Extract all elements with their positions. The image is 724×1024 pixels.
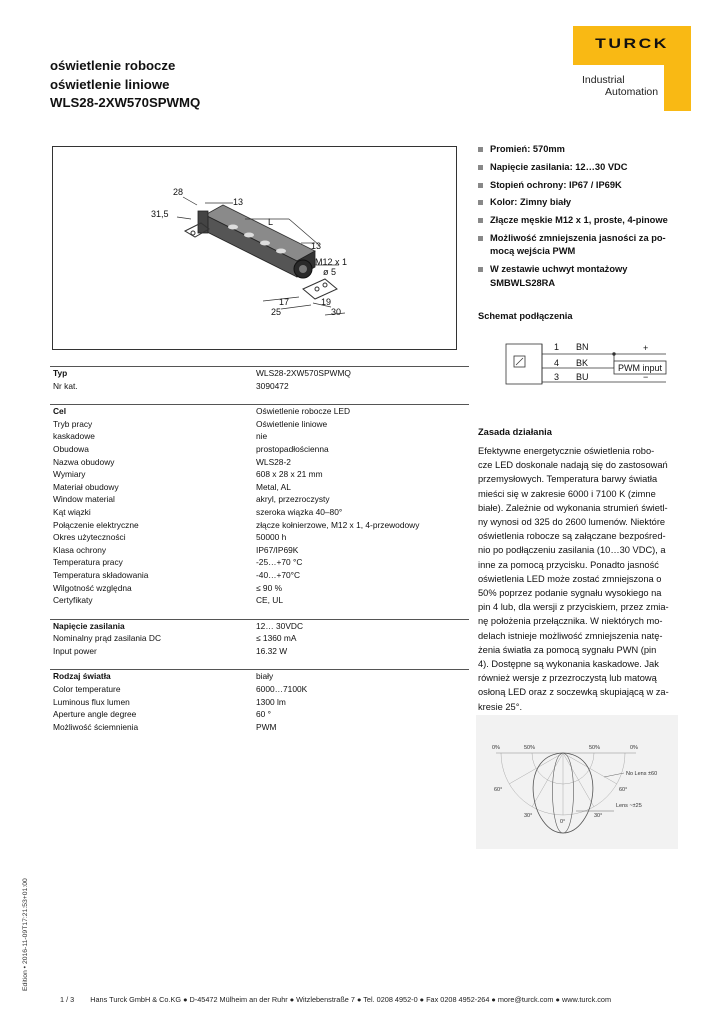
spec-row: [50, 619, 469, 633]
spec-row: [50, 669, 469, 683]
principle-line: kresie 25°.: [478, 701, 523, 712]
spec-label: Wymiary: [53, 469, 86, 480]
spec-label: Tryb pracy: [53, 418, 93, 429]
scale-0-right: 0%: [630, 745, 638, 751]
spec-value: 1300 lm: [256, 696, 286, 707]
spec-label: Luminous flux lumen: [53, 696, 130, 707]
feature-item: [477, 196, 697, 209]
spec-row: [50, 481, 469, 494]
spec-value: PWM: [256, 721, 277, 732]
principle-line: osłoną LED oraz z soczewką skupiającą w za-: [478, 687, 669, 698]
principle-line: nę położenia przełącznika. W niektórych mo-: [478, 616, 663, 627]
spec-row: [50, 544, 469, 557]
spec-group-gap: [50, 657, 469, 669]
angle-60-right: 60°: [619, 787, 628, 793]
feature-list: [477, 143, 697, 294]
spec-label: Window material: [53, 494, 115, 505]
dim-25: 25: [271, 307, 282, 317]
bullet-square-icon: [478, 200, 483, 205]
principle-line: żenia światła za pomocą sygnału PWN (pin: [478, 644, 657, 655]
spec-row: [50, 569, 469, 582]
spec-label: Cel: [53, 406, 67, 417]
spec-value: CE, UL: [256, 595, 283, 606]
angle-30-left: 30°: [524, 813, 533, 819]
spec-value: nie: [256, 431, 268, 442]
minus-label: −: [643, 372, 649, 382]
spec-label: kaskadowe: [53, 431, 95, 442]
spec-label: Aperture angle degree: [53, 709, 137, 720]
title-line-3: WLS28-2XW570SPWMQ: [50, 95, 201, 110]
wire-bu-label: BU: [576, 372, 589, 382]
spec-label: Obudowa: [53, 443, 89, 454]
spec-row: [50, 443, 469, 456]
principle-line: ny wynosi od 325 do 2600 lumenów. Niektóre: [478, 517, 666, 528]
feature-text: Stopień ochrony: IP67 / IP69K: [490, 179, 622, 190]
spec-value: WLS28-2XW570SPWMQ: [256, 368, 351, 378]
principle-line: 4). Dostępne są wykonania kaskadowe. Jak: [478, 659, 659, 670]
edition-stamp: Edition • 2016-11-09T17:21:53+01:00: [22, 878, 29, 991]
principle-line: oświetlenia LED może zostać zmniejszona o: [478, 573, 662, 584]
spec-row: [50, 519, 469, 532]
angle-0: 0°: [560, 819, 566, 825]
angle-30-right: 30°: [594, 813, 603, 819]
spec-row: [50, 594, 469, 607]
logo-accent: [664, 65, 691, 111]
dim-connector: M12 x 1: [315, 257, 348, 267]
bullet-square-icon: [478, 183, 483, 188]
dim-31-5: 31,5: [151, 209, 169, 219]
bullet-square-icon: [478, 218, 483, 223]
spec-row: [50, 366, 469, 380]
feature-text: Napięcie zasilania: 12…30 VDC: [490, 161, 628, 172]
scale-0-left: 0%: [492, 745, 500, 751]
spec-row: [50, 632, 469, 645]
title-line-1: oświetlenie robocze: [50, 58, 176, 73]
polar-light-diagram: [476, 715, 678, 849]
spec-value: ≤ 1360 mA: [256, 633, 297, 644]
spec-label: Color temperature: [53, 684, 121, 695]
spec-value: Oświetlenie robocze LED: [256, 406, 351, 417]
principle-line: nio po podłączeniu zasilania (10…30 VDC), a: [478, 545, 666, 556]
principle-line: przemysłowych. Temperatura barwy światła: [478, 474, 658, 485]
spec-row: [50, 721, 469, 734]
spec-row: [50, 430, 469, 443]
spec-label: Okres użyteczności: [53, 532, 126, 543]
spec-value: Metal, AL: [256, 481, 291, 492]
logo-subtitle-2: Automation: [605, 86, 659, 98]
spec-label: Napięcie zasilania: [53, 620, 125, 631]
spec-row: [50, 468, 469, 481]
spec-row: [50, 683, 469, 696]
dim-17: 17: [279, 297, 290, 307]
spec-value: 50000 h: [256, 532, 287, 543]
principle-line: mieści się w zakresie 6000 i 7100 K (zimne: [478, 488, 656, 499]
logo-subtitle-1: Industrial: [582, 74, 625, 86]
spec-row: [50, 531, 469, 544]
feature-text: Złącze męskie M12 x 1, proste, 4-pinowe: [490, 215, 668, 226]
feature-text: mocą wejścia PWM: [490, 246, 576, 257]
spec-row: [50, 418, 469, 431]
spec-value: 3090472: [256, 380, 289, 391]
company-address: Hans Turck GmbH & Co.KG ● D-45472 Mülheim an der Ruhr ● Witzlebenstraße 7 ● Tel. 0208 4952-0 ● Fax 0208 4952-264 ● more@turck.com ● www.turck.com: [90, 995, 612, 1004]
spec-label: Typ: [53, 368, 68, 378]
spec-value: biały: [256, 671, 274, 682]
feature-item: [477, 263, 697, 290]
spec-label: Nr kat.: [53, 380, 78, 391]
principle-title: Zasada działania: [478, 427, 552, 437]
spec-row: [50, 696, 469, 709]
spec-value: ≤ 90 %: [256, 582, 283, 593]
dim-diameter: ø 5: [323, 267, 337, 277]
wire-bk-label: BK: [576, 358, 589, 368]
bullet-square-icon: [478, 236, 483, 241]
dim-28: 28: [173, 187, 184, 197]
spec-row: [50, 556, 469, 569]
spec-label: Temperatura składowania: [53, 569, 149, 580]
spec-value: 12… 30VDC: [256, 620, 304, 631]
page-title: [50, 57, 200, 113]
bullet-square-icon: [478, 267, 483, 272]
principle-line: oświetlenia robocze są załączane bezpośred-: [478, 531, 666, 542]
spec-value: 16.32 W: [256, 645, 288, 656]
spec-row: [50, 506, 469, 519]
spec-label: Połączenie elektryczne: [53, 519, 139, 530]
footer: [60, 995, 611, 1004]
spec-row: [50, 645, 469, 658]
spec-label: Rodzaj światła: [53, 671, 111, 682]
spec-label: Możliwość ściemnienia: [53, 721, 139, 732]
spec-label: Certyfikaty: [53, 595, 93, 606]
spec-value: IP67/IP69K: [256, 544, 299, 555]
wire-bn-label: BN: [576, 342, 589, 352]
lens-label: Lens ~±25: [616, 803, 642, 809]
scale-50-left: 50%: [524, 745, 536, 751]
feature-item: [477, 179, 697, 192]
product-drawing: [53, 147, 456, 349]
spec-group-gap: [50, 607, 469, 619]
feature-item: [477, 143, 697, 156]
principle-line: Efektywne energetycznie oświetlenia robo-: [478, 446, 655, 456]
principle-line: delach istnieje możliwość zmniejszenia natę-: [478, 630, 663, 641]
principle-line: inne za pomocą przycisku. Ponadto jasność: [478, 559, 659, 570]
page-number: 1 / 3: [60, 995, 75, 1004]
spec-value: WLS28-2: [256, 456, 291, 467]
principle-line: białe). Zależnie od wykonania strumień świetl-: [478, 502, 668, 513]
bullet-square-icon: [478, 147, 483, 152]
feature-item: [477, 214, 697, 227]
spec-value: akryl, przezroczysty: [256, 494, 330, 505]
principle-text: [478, 444, 678, 714]
spec-label: Wilgotność względna: [53, 582, 132, 593]
dim-13-top: 13: [233, 197, 244, 207]
spec-label: Klasa ochrony: [53, 544, 107, 555]
principle-line: pin 4 lub, dla wersji z przyciskiem, przez zmia-: [478, 602, 669, 613]
spec-value: Oświetlenie liniowe: [256, 418, 328, 429]
dim-30: 30: [331, 307, 342, 317]
spec-value: 60 °: [256, 709, 271, 720]
feature-item: [477, 161, 697, 174]
spec-label: Nominalny prąd zasilania DC: [53, 633, 161, 644]
dim-l: L: [268, 217, 274, 227]
feature-text: Możliwość zmniejszenia jasności za po-: [490, 232, 666, 243]
spec-row: [50, 708, 469, 721]
brand-logo: TURCK: [595, 35, 669, 51]
pin-4-label: 4: [554, 358, 560, 368]
pin-1-label: 1: [554, 342, 560, 352]
feature-text: Kolor: Zimny biały: [490, 197, 572, 208]
spec-label: Kąt wiązki: [53, 506, 91, 517]
principle-line: 50% poprzez podanie sygnału wysokiego na: [478, 588, 662, 599]
no-lens-label: No Lens ±60: [626, 771, 658, 777]
pin-3-label: 3: [554, 372, 560, 382]
spec-label: Temperatura pracy: [53, 557, 123, 568]
feature-item: [477, 232, 697, 259]
spec-value: szeroka wiązka 40–80°: [256, 506, 343, 517]
feature-text: W zestawie uchwyt montażowy: [490, 264, 628, 275]
dim-13-right: 13: [311, 241, 322, 251]
principle-line: również wersje z przezroczystą lub matową: [478, 673, 657, 684]
feature-text: Promień: 570mm: [490, 144, 565, 154]
spec-table: [50, 366, 469, 733]
plus-label: +: [643, 343, 649, 353]
spec-label: Input power: [53, 645, 97, 656]
principle-line: cze LED doskonale nadają się do zastosowań: [478, 460, 668, 471]
spec-value: 608 x 28 x 21 mm: [256, 469, 323, 480]
spec-group-gap: [50, 392, 469, 404]
title-line-2: oświetlenie liniowe: [50, 76, 170, 92]
scale-50-right: 50%: [589, 745, 601, 751]
spec-row: [50, 456, 469, 469]
angle-60-left: 60°: [494, 787, 503, 793]
spec-value: prostopadłościenna: [256, 443, 329, 454]
spec-row: [50, 404, 469, 418]
spec-label: Materiał obudowy: [53, 481, 119, 492]
bullet-square-icon: [478, 165, 483, 170]
spec-value: -25…+70 °C: [256, 557, 303, 568]
spec-row: [50, 582, 469, 595]
product-drawing-frame: [52, 146, 457, 350]
spec-row: [50, 380, 469, 393]
dim-19: 19: [321, 297, 332, 307]
schematic-title: Schemat podłączenia: [478, 311, 573, 321]
spec-value: -40…+70°C: [256, 569, 301, 580]
wiring-schematic: [478, 338, 688, 394]
feature-text: SMBWLS28RA: [490, 277, 556, 288]
spec-label: Nazwa obudowy: [53, 456, 115, 467]
spec-value: 6000…7100K: [256, 684, 308, 695]
spec-value: złącze kołnierzowe, M12 x 1, 4-przewodowy: [256, 519, 420, 530]
pwm-input-label: PWM input: [618, 363, 663, 373]
spec-row: [50, 493, 469, 506]
